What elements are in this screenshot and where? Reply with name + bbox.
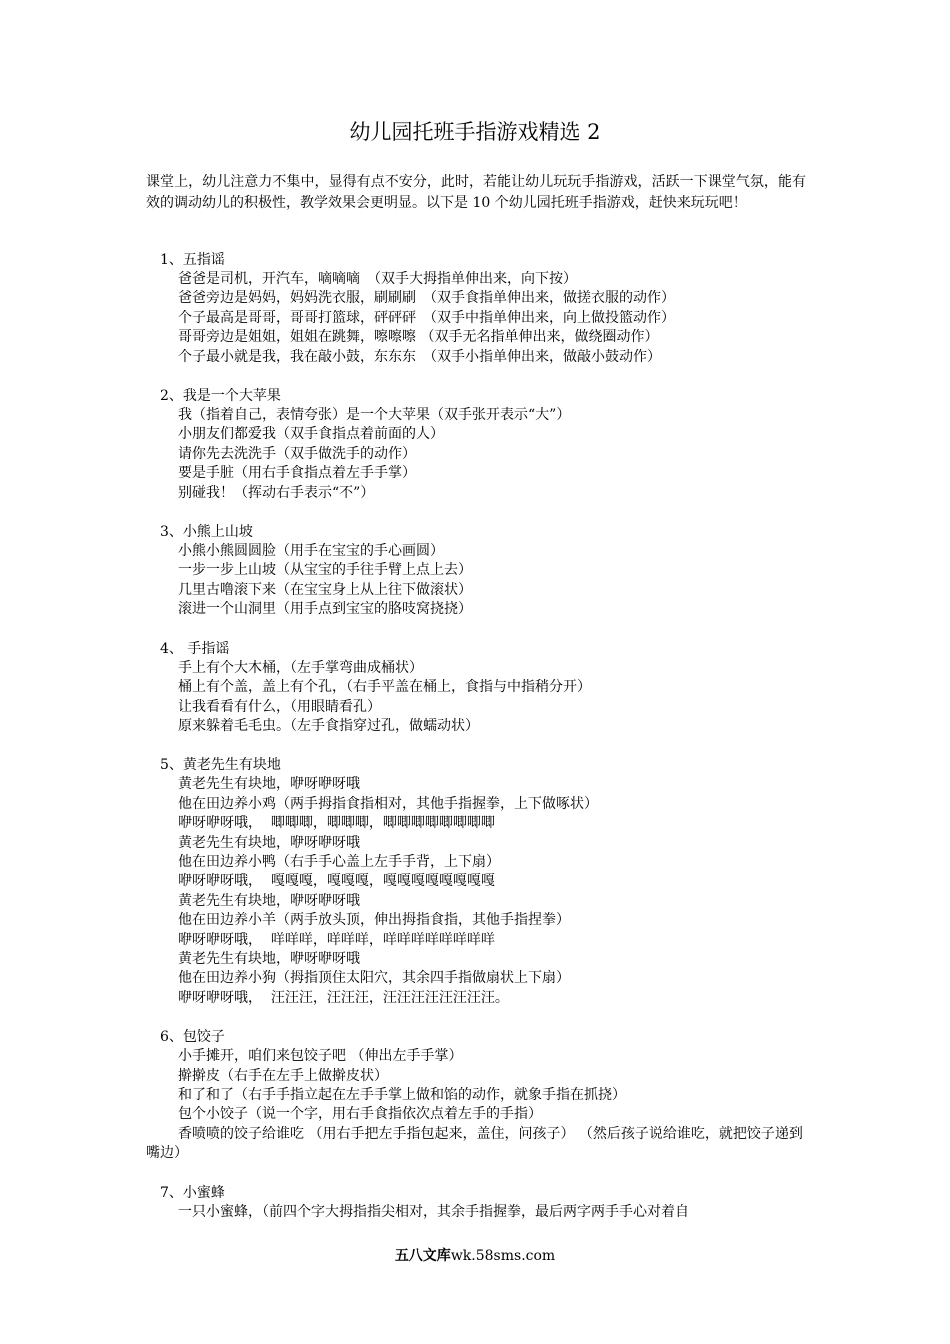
section-little-bear: [146, 522, 806, 620]
section-title: 2、我是一个大苹果: [160, 388, 281, 405]
section-line: 咿呀咿呀哦， 嘎嘎嘎，嘎嘎嘎，嘎嘎嘎嘎嘎嘎嘎嘎: [178, 873, 495, 890]
section-line: 让我看看有什么，（用眼睛看孔）: [178, 698, 381, 715]
section-line: 我（指着自己，表情夸张）是一个大苹果（双手张开表示“大”）: [178, 407, 571, 424]
section-line: 个子最高是哥哥，哥哥打篮球，砰砰砰 （双手中指单伸出来，向上做投篮动作）: [178, 309, 675, 326]
section-line: 手上有个大木桶，（左手掌弯曲成桶状）: [178, 659, 423, 676]
section-line: 原来躲着毛毛虫。（左手食指穿过孔，做蠕动状）: [178, 717, 479, 734]
section-line: 咿呀咿呀哦， 咩咩咩，咩咩咩，咩咩咩咩咩咩咩咩: [178, 931, 495, 948]
section-line: 请你先去洗洗手（双手做洗手的动作）: [178, 445, 416, 462]
section-line: 一只小蜜蜂，（前四个字大拇指指尖相对，其余手指握拳，最后两字两手手心对着自: [178, 1203, 689, 1220]
section-line: 他在田边养小狗（拇指顶住太阳穴，其余四手指做扇状上下扇）: [178, 970, 570, 987]
section-line: 别碰我！（挥动右手表示“不”）: [178, 484, 375, 501]
section-line: 哥哥旁边是姐姐，姐姐在跳舞，嚓嚓嚓 （双手无名指单伸出来，做绕圈动作）: [178, 329, 659, 346]
game-list: [146, 250, 806, 1241]
section-line: 黄老先生有块地，咿呀咿呀哦: [178, 776, 360, 793]
section-line: 爸爸是司机，开汽车，嘀嘀嘀 （双手大拇指单伸出来，向下按）: [178, 271, 577, 287]
section-dumplings: [146, 1027, 806, 1163]
section-line: 擀擀皮（右手在左手上做擀皮状）: [178, 1067, 388, 1084]
section-line: 滚进一个山洞里（用手点到宝宝的胳吱窝挠挠）: [178, 601, 472, 618]
section-line: 黄老先生有块地，咿呀咿呀哦: [178, 950, 360, 967]
section-finger-rhyme: [146, 639, 806, 737]
intro-paragraph: 课堂上，幼儿注意力不集中，显得有点不安分，此时，若能让幼儿玩玩手指游戏，活跃一下课堂气氛，能有效的调动幼儿的积极性，教学效果会更明显。以下是 10 个幼儿园托班手指游戏，赶快来玩玩吧！: [146, 174, 806, 211]
section-line: 爸爸旁边是妈妈，妈妈洗衣服，刷刷刷 （双手食指单伸出来，做搓衣服的动作）: [178, 290, 675, 307]
section-title: 1、五指谣: [160, 252, 225, 268]
section-line: 几里古噜滚下来（在宝宝身上从上往下做滚状）: [178, 581, 472, 598]
section-little-bee: [146, 1183, 806, 1222]
footer-brand: 五八文库: [394, 1248, 451, 1264]
section-big-apple: [146, 386, 806, 503]
section-line: 香喷喷的饺子给谁吃 （用右手把左手指包起来，盖住，问孩子） （然后孩子说给谁吃，就把饺子递到嘴边）: [146, 1125, 803, 1162]
section-line: 和了和了（右手手指立起在左手手掌上做和馅的动作，就象手指在抓挠）: [178, 1087, 626, 1103]
section-title: 3、小熊上山坡: [160, 524, 253, 541]
section-line: 他在田边养小羊（两手放头顶，伸出拇指食指，其他手指捏拳）: [178, 912, 570, 929]
footer: [0, 1246, 950, 1266]
section-line: 小手摊开，咱们来包饺子吧 （伸出左手手掌）: [178, 1048, 463, 1065]
section-line: 小朋友们都爱我（双手食指点着前面的人）: [178, 426, 444, 443]
section-title: 4、 手指谣: [160, 640, 230, 657]
section-line: 要是手脏（用右手食指点着左手手掌）: [178, 465, 416, 482]
section-line: 黄老先生有块地，咿呀咿呀哦: [178, 892, 360, 909]
section-line: 桶上有个盖，盖上有个孔，（右手平盖在桶上，食指与中指稍分开）: [178, 679, 591, 696]
section-line: 他在田边养小鸭（右手手心盖上左手手背，上下扇）: [178, 853, 500, 870]
section-line: 他在田边养小鸡（两手拇指食指相对，其他手指握拳，上下做啄状）: [178, 795, 598, 812]
section-line: 一步一步上山坡（从宝宝的手往手臂上点上去）: [178, 562, 472, 579]
section-title: 6、包饺子: [160, 1029, 225, 1046]
section-five-finger-rhyme: [146, 250, 806, 367]
section-line: 黄老先生有块地，咿呀咿呀哦: [178, 834, 360, 851]
page-title: 幼儿园托班手指游戏精选 2: [349, 120, 601, 144]
section-line: 咿呀咿呀哦， 唧唧唧，唧唧唧，唧唧唧唧唧唧唧唧: [178, 815, 495, 832]
footer-url[interactable]: wk.58sms.com: [450, 1248, 556, 1264]
section-title: 7、小蜜蜂: [160, 1184, 225, 1201]
section-line: 个子最小就是我，我在敲小鼓，东东东 （双手小指单伸出来，做敲小鼓动作）: [178, 348, 661, 365]
section-line: 小熊小熊圆圆脸（用手在宝宝的手心画圆）: [178, 543, 444, 560]
section-title: 5、黄老先生有块地: [160, 757, 281, 774]
section-line: 包个小饺子（说一个字，用右手食指依次点着左手的手指）: [178, 1106, 542, 1123]
section-line: 咿呀咿呀哦， 汪汪汪，汪汪汪，汪汪汪汪汪汪汪汪。: [178, 989, 509, 1006]
section-old-farm: [146, 755, 806, 1008]
